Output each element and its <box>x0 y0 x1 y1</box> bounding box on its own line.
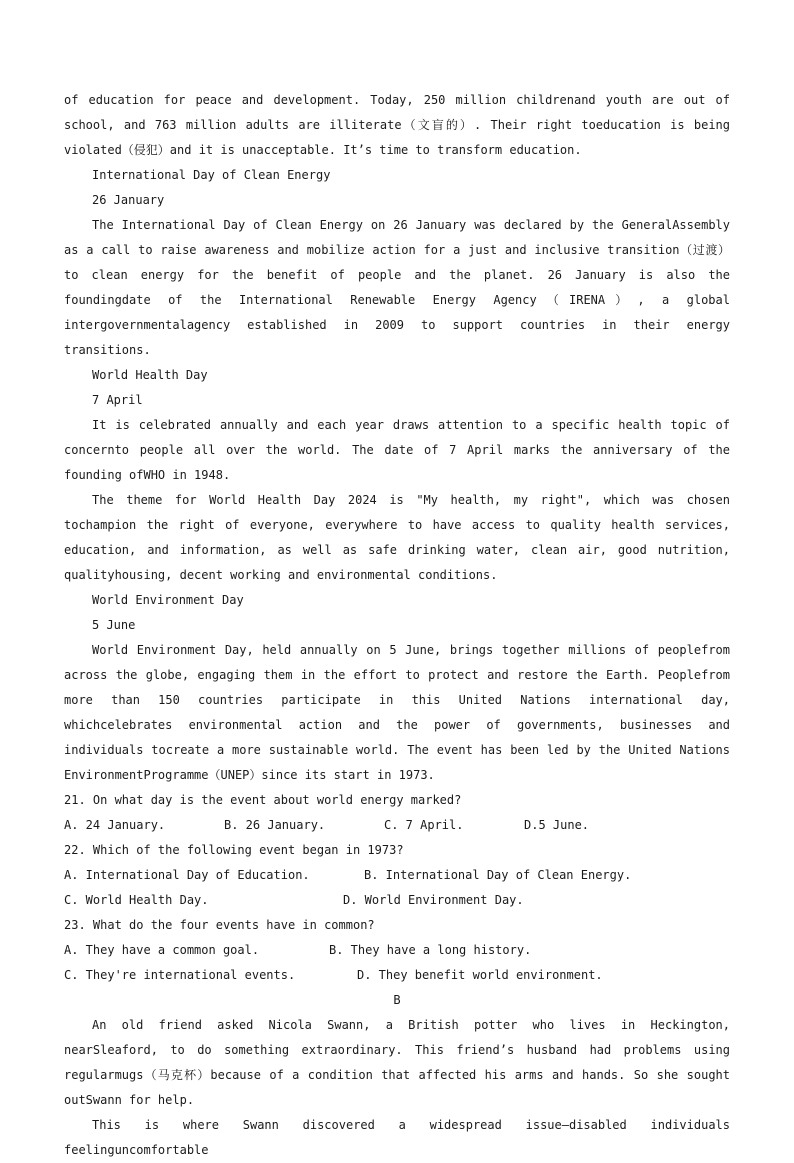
event-paragraph: The International Day of Clean Energy on 26 January was declared by the GeneralAssembly as a call to raise awareness and mobilize action for a just and inclusive transition（过渡）to clean energy for the benefit of people and the planet. 26 January is also the foundingdate of the International Renewable Energy Agency（IRENA）, a global intergovernmentalagency established in 2009 to support countries in their energy transitions. <box>64 218 730 357</box>
option-b: B. 26 January. <box>224 818 326 832</box>
question-stem: 23. What do the four events have in common? <box>64 918 375 932</box>
event-date: 26 January <box>92 193 165 207</box>
option-a: A. International Day of Education. <box>64 868 310 882</box>
event-date: 7 April <box>92 393 143 407</box>
question-options <box>64 888 730 913</box>
event-paragraph: The theme for World Health Day 2024 is "My health, my right", which was chosen tochampion the right of everyone, everywhere to have access to quality health services, education, and information, as well as safe drinking water, clean air, good nutrition, qualityhousing, decent working and environmental conditions. <box>64 493 730 582</box>
option-c: C. World Health Day. <box>64 893 209 907</box>
option-b: B. International Day of Clean Energy. <box>364 868 632 882</box>
option-c: C. They're international events. <box>64 968 296 982</box>
question-stem: 21. On what day is the event about world energy marked? <box>64 793 462 807</box>
intro-paragraph-tail: of education for peace and development. Today, 250 million childrenand youth are out of school, and 763 million adults are illiterate（文盲的）. Their right toeducation is being violated（侵犯）and it is unacceptable. It’s time to transform education. <box>64 93 730 157</box>
event-title: World Environment Day <box>92 593 244 607</box>
question-options <box>64 938 730 963</box>
option-c: C. 7 April. <box>384 818 464 832</box>
option-b: B. They have a long history. <box>329 943 532 957</box>
option-a: A. They have a common goal. <box>64 943 260 957</box>
option-a: A. 24 January. <box>64 818 166 832</box>
section-b-paragraph: This is where Swann discovered a widespread issue—disabled individuals feelinguncomfortable <box>64 1118 730 1157</box>
question-options <box>64 863 730 888</box>
document-page <box>64 88 730 1163</box>
question-stem: 22. Which of the following event began in 1973? <box>64 843 404 857</box>
event-title: International Day of Clean Energy <box>92 168 331 182</box>
section-b-paragraph: An old friend asked Nicola Swann, a British potter who lives in Heckington, nearSleaford, to do something extraordinary. This friend’s husband had problems using regularmugs（马克杯）because of a condition that affected his arms and hands. So she sought outSwann for help. <box>64 1018 730 1107</box>
question-options <box>64 963 730 988</box>
option-d: D. World Environment Day. <box>343 893 524 907</box>
event-paragraph: It is celebrated annually and each year draws attention to a specific health topic of concernto people all over the world. The date of 7 April marks the anniversary of the founding ofWHO in 1948. <box>64 418 730 482</box>
event-date: 5 June <box>92 618 136 632</box>
option-d: D.5 June. <box>524 818 590 832</box>
event-title: World Health Day <box>92 368 208 382</box>
question-options <box>64 813 730 838</box>
option-d: D. They benefit world environment. <box>357 968 603 982</box>
event-paragraph: World Environment Day, held annually on 5 June, brings together millions of peoplefrom across the globe, engaging them in the effort to protect and restore the Earth. Peoplefrom more than 150 countries participate in this United Nations international day, whichcelebrates environmental action and the power of governments, businesses and individuals tocreate a more sustainable world. The event has been led by the United Nations EnvironmentProgramme（UNEP）since its start in 1973. <box>64 643 730 782</box>
section-letter: B <box>393 993 401 1007</box>
